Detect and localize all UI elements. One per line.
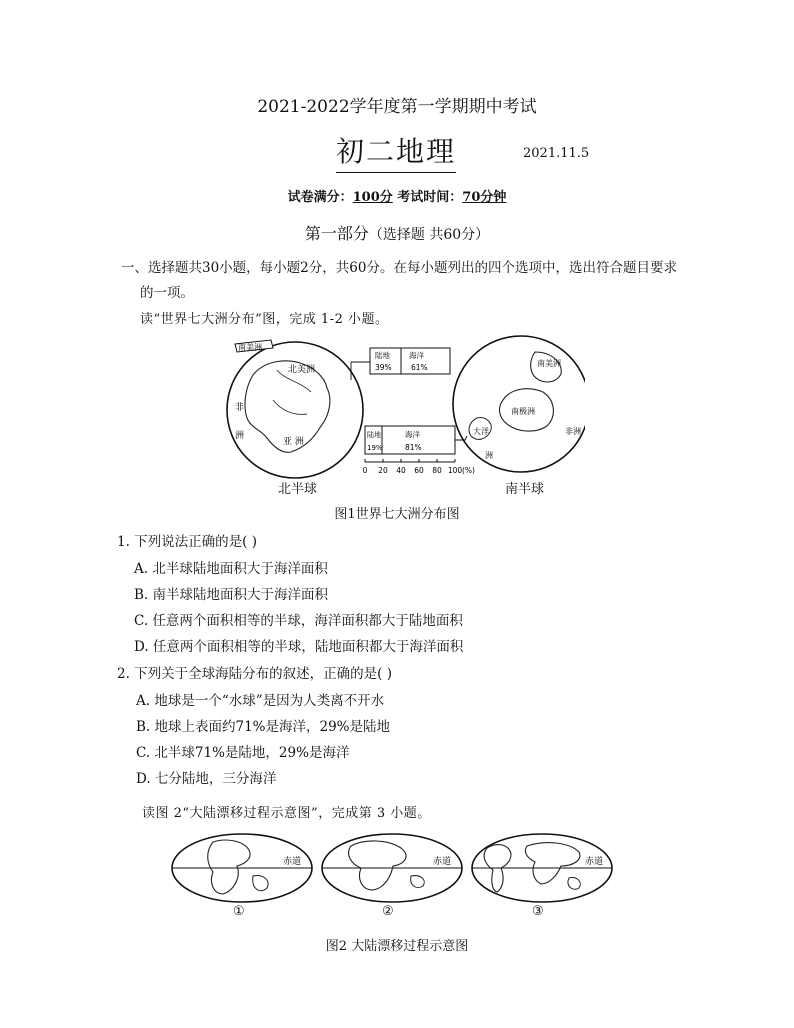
south-table-land: 陆地 <box>367 431 381 439</box>
q1-stem: 1. 下列说法正确的是( ) <box>117 534 257 550</box>
full-score: 100分 <box>352 190 393 205</box>
stage-1-label: ① <box>233 904 245 919</box>
subject-underline <box>336 172 456 174</box>
north-map-label-4: 亚 洲 <box>283 437 304 447</box>
q2-option-a[interactable]: A. 地球是一个“水球”是因为人类离不开水 <box>136 693 385 709</box>
stage3-equator-label: 赤道 <box>585 857 604 867</box>
north-table-ocean: 海洋 <box>409 351 424 360</box>
south-table-land-pct: 19% <box>367 444 383 452</box>
north-table-ocean-pct: 61% <box>411 363 428 372</box>
south-map-label-3: 大洋 <box>473 427 489 436</box>
drift-stage-2 <box>322 834 462 902</box>
q1-option-a[interactable]: A. 北半球陆地面积大于海洋面积 <box>134 561 328 577</box>
south-map-label-4: 洲 <box>485 451 493 460</box>
stage2-equator-label: 赤道 <box>433 857 452 867</box>
info-prefix: 试卷满分： <box>287 190 353 205</box>
axis-tick-label: 80 <box>432 466 442 475</box>
stage-2-label: ② <box>382 904 394 919</box>
percent-axis-ticks <box>363 459 463 475</box>
part-title: 第一部分 <box>304 224 369 243</box>
south-map-label-1: 南极洲 <box>511 407 535 416</box>
south-table-ocean-pct: 81% <box>405 443 422 452</box>
stage1-equator-label: 赤道 <box>283 857 302 867</box>
exam-info <box>0 186 794 205</box>
north-table-land-pct: 39% <box>375 363 392 372</box>
duration: 70分钟 <box>462 190 507 205</box>
stage-3-label: ③ <box>532 904 544 919</box>
north-table-land: 陆地 <box>375 351 390 360</box>
q2-option-c[interactable]: C. 北半球71%是陆地，29%是海洋 <box>136 745 350 761</box>
north-globe <box>227 342 363 478</box>
axis-tick-label: 0 <box>362 466 368 475</box>
read-instruction-1: 读“世界七大洲分布”图，完成 1-2 小题。 <box>140 312 389 327</box>
read-instruction-2: 读图 2“大陆漂移过程示意图”，完成第 3 小题。 <box>142 806 431 821</box>
figure2-caption: 图2 大陆漂移过程示意图 <box>325 939 469 954</box>
south-map-label-2: 非洲 <box>565 427 581 436</box>
axis-tick-label: 40 <box>396 466 406 475</box>
north-hemisphere-label: 北半球 <box>278 482 318 497</box>
q2-option-d[interactable]: D. 七分陆地，三分海洋 <box>136 771 277 787</box>
figure1-caption: 图1世界七大洲分布图 <box>334 507 460 522</box>
q2-stem: 2. 下列关于全球海陆分布的叙述，正确的是( ) <box>117 666 392 682</box>
north-map-label-1: 北美洲 <box>288 365 316 375</box>
axis-tick-label: 60 <box>414 466 424 475</box>
north-map-label-0: 南美洲 <box>238 343 262 352</box>
exam-title: 2021-2022学年度第一学期期中考试 <box>257 97 537 117</box>
part-heading <box>0 221 794 244</box>
subject-title <box>336 130 456 170</box>
axis-tick-label: 100 <box>447 466 463 475</box>
south-globe <box>453 336 585 472</box>
q1-option-d[interactable]: D. 任意两个面积相等的半球，陆地面积都大于海洋面积 <box>134 639 464 655</box>
info-mid: 考试时间： <box>392 190 463 205</box>
q1-option-b[interactable]: B. 南半球陆地面积大于海洋面积 <box>134 587 329 603</box>
south-map-label-0: 南美洲 <box>537 359 561 368</box>
south-hemisphere-label: 南半球 <box>505 482 545 497</box>
drift-stage-3 <box>472 834 612 902</box>
drift-stage-1 <box>172 834 312 902</box>
q2-option-b[interactable]: B. 地球上表面约71%是海洋，29%是陆地 <box>136 719 391 735</box>
subject-text: 初二地理 <box>336 135 457 168</box>
section-instruction-cont: 的一项。 <box>140 285 194 301</box>
figure1-continents-map <box>215 330 585 500</box>
exam-date: 2021.11.5 <box>523 146 590 161</box>
q1-option-c[interactable]: C. 任意两个面积相等的半球，海洋面积都大于陆地面积 <box>134 613 463 629</box>
north-map-label-3: 洲 <box>235 431 245 441</box>
part-note: （选择题 共60分） <box>368 227 490 243</box>
south-table-ocean: 海洋 <box>405 430 420 439</box>
axis-unit: (%) <box>462 466 475 475</box>
axis-tick-label: 20 <box>378 466 388 475</box>
section-instruction: 一、选择题共30小题，每小题2分，共60分。在每小题列出的四个选项中，选出符合题目要求 <box>121 260 677 276</box>
north-map-label-2: 非 <box>235 403 245 413</box>
